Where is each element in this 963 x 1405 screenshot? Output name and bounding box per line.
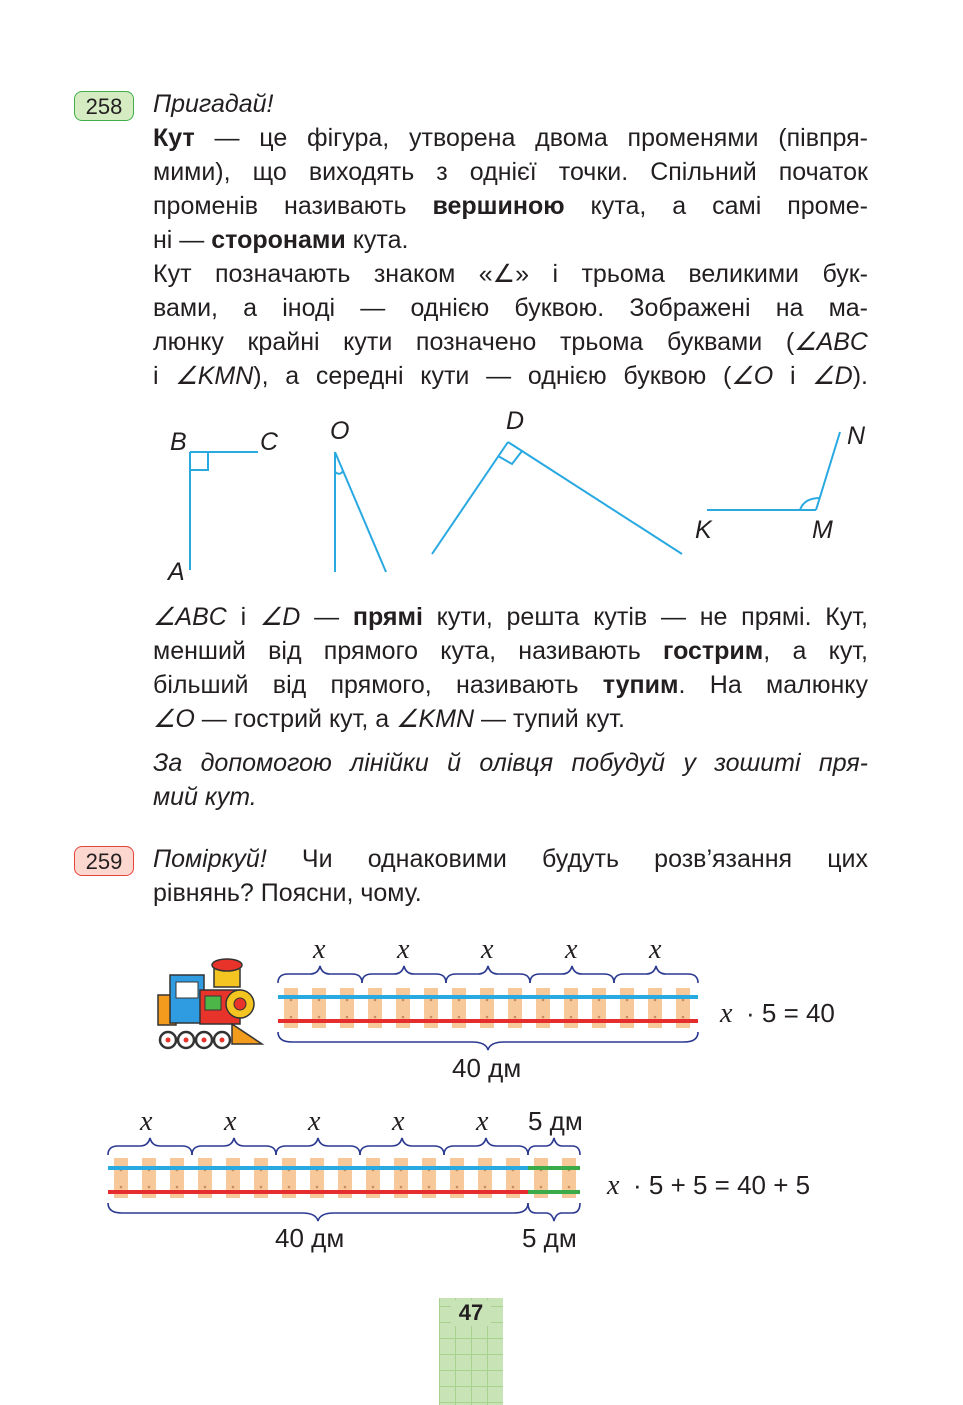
label-c: C <box>260 428 279 456</box>
task-line-2: мий кут. <box>153 783 257 811</box>
sleeper-bolt <box>486 1016 489 1019</box>
sleeper-bolt <box>570 999 573 1002</box>
sleeper-bolt <box>598 1016 601 1019</box>
sleeper-bolt <box>626 1016 629 1019</box>
sleeper-bolt <box>598 999 601 1002</box>
label-k: K <box>695 516 712 544</box>
sleeper-bolt <box>318 1016 321 1019</box>
definition-line-3: променів називають вершиною кута, а самі проме- <box>153 192 868 220</box>
right-angle-mark-b <box>190 452 208 470</box>
types-line-2: менший від прямого кута, називають гострим, а кут, <box>153 637 868 665</box>
page-number-box <box>439 1298 503 1405</box>
exercise-number-258: 258 <box>74 91 134 121</box>
sleeper-bolt <box>486 999 489 1002</box>
definition-line-2: мими), що виходять з однієї точки. Спільний початок <box>153 158 868 186</box>
bottom-x-5: x <box>476 1106 489 1137</box>
top-x-4: x <box>565 934 578 965</box>
sleeper-bolt <box>120 1186 123 1189</box>
acute-angle-mark-o <box>335 471 343 474</box>
top-x-1: x <box>313 934 326 965</box>
sleeper-bolt <box>176 1186 179 1189</box>
exercise-259-text <box>153 842 868 910</box>
sleeper-bolt <box>430 999 433 1002</box>
bottom-extra-bottom-label: 5 дм <box>522 1223 577 1253</box>
sleeper-bolt <box>654 1016 657 1019</box>
sleeper-bolt <box>346 999 349 1002</box>
definition-line-1: Кут — це фігура, утворена двома променями (півпря- <box>153 124 868 152</box>
sleeper-bolt <box>374 999 377 1002</box>
top-x-3: x <box>481 934 494 965</box>
sleeper-bolt <box>290 999 293 1002</box>
label-o: O <box>330 417 350 445</box>
sleeper-bolt <box>542 999 545 1002</box>
sleeper-bolt <box>654 999 657 1002</box>
notation-line-2: вами, а іноді — однією буквою. Зображені на ма- <box>153 294 868 322</box>
top-equation: · 5 = 40 <box>746 998 835 1028</box>
label-b: B <box>170 428 187 456</box>
bottom-x-1: x <box>140 1106 153 1137</box>
sleeper-bolt <box>204 1186 207 1189</box>
top-track <box>278 988 698 1028</box>
label-m: M <box>812 516 833 544</box>
types-line-1: ∠ABC і ∠D — прямі кути, решта кутів — не прямі. Кут, <box>153 603 868 631</box>
label-a: A <box>168 558 185 586</box>
sleeper-bolt <box>148 1186 151 1189</box>
sleeper-bolt <box>402 1016 405 1019</box>
ray-d-1 <box>432 442 508 554</box>
sleeper-bolt <box>372 1186 375 1189</box>
types-line-3: більший від прямого, називають тупим. На малюнку <box>153 671 868 699</box>
notation-line-3: люнку крайні кути позначено трьома буквами (∠ABC <box>153 328 868 356</box>
bottom-total-label: 40 дм <box>275 1223 345 1253</box>
top-x-2: x <box>397 934 410 965</box>
ex259-line-1: Поміркуй! Чи однаковими будуть розв’язання цих <box>153 845 868 873</box>
page-number: 47 <box>451 1300 491 1326</box>
task-258 <box>153 746 868 814</box>
ex259-line-2: рівнянь? Поясни, чому. <box>153 879 422 907</box>
bottom-x-4: x <box>392 1106 405 1137</box>
notation-line-1: Кут позначають знаком «∠» і трьома великими бук- <box>153 260 868 288</box>
sleeper-bolt <box>456 1186 459 1189</box>
sleeper-bolt <box>682 1016 685 1019</box>
sleeper-bolt <box>316 1186 319 1189</box>
sleeper-bolt <box>682 999 685 1002</box>
sleeper-bolt <box>514 999 517 1002</box>
sleeper-bolt <box>512 1186 515 1189</box>
sleeper-bolt <box>430 1016 433 1019</box>
sleeper-bolt <box>346 1016 349 1019</box>
sleeper-bolt <box>540 1186 543 1189</box>
sleeper-bolt <box>402 999 405 1002</box>
label-d: D <box>506 410 525 435</box>
bottom-eq-x: x <box>607 1170 620 1201</box>
types-line-4: ∠O — гострий кут, а ∠KMN — тупий кут. <box>153 705 625 733</box>
ray-o-2 <box>335 452 386 572</box>
label-n: N <box>847 422 866 450</box>
bottom-track <box>108 1158 580 1198</box>
definition-line-4: ні — сторонами кута. <box>153 226 409 254</box>
sleeper-bolt <box>400 1186 403 1189</box>
sleeper-bolt <box>514 1016 517 1019</box>
sleeper-bolt <box>428 1186 431 1189</box>
sleeper-bolt <box>484 1186 487 1189</box>
sleeper-bolt <box>232 1186 235 1189</box>
ray-d-2 <box>508 442 682 554</box>
sleeper-bolt <box>568 1186 571 1189</box>
exercise-number-259: 259 <box>74 846 134 876</box>
exercise-258-text <box>153 87 868 393</box>
sleeper-bolt <box>542 1016 545 1019</box>
sleeper-bolt <box>458 1016 461 1019</box>
sleeper-bolt <box>626 999 629 1002</box>
railway-illustration <box>0 930 963 1260</box>
task-line-1: За допомогою лінійки й олівця побудуй у зошиті пря- <box>153 749 868 777</box>
sleeper-bolt <box>318 999 321 1002</box>
bottom-x-3: x <box>308 1106 321 1137</box>
notation-line-4: і ∠KMN), а середні кути — однією буквою (∠O і ∠D). <box>153 362 868 390</box>
train-icon <box>158 959 262 1048</box>
sleeper-bolt <box>260 1186 263 1189</box>
top-eq-x: x <box>720 998 733 1029</box>
angle-types-text <box>153 600 868 736</box>
heading: Пригадай! <box>153 90 274 118</box>
sleeper-bolt <box>344 1186 347 1189</box>
sleeper-bolt <box>374 1016 377 1019</box>
bottom-extra-top-label: 5 дм <box>528 1106 583 1136</box>
bottom-equation: · 5 + 5 = 40 + 5 <box>633 1170 811 1200</box>
angles-figure <box>150 410 880 590</box>
sleeper-bolt <box>288 1186 291 1189</box>
sleeper-bolt <box>458 999 461 1002</box>
top-total-label: 40 дм <box>452 1053 522 1083</box>
sleeper-bolt <box>570 1016 573 1019</box>
top-x-5: x <box>649 934 662 965</box>
sleeper-bolt <box>290 1016 293 1019</box>
bottom-x-2: x <box>224 1106 237 1137</box>
